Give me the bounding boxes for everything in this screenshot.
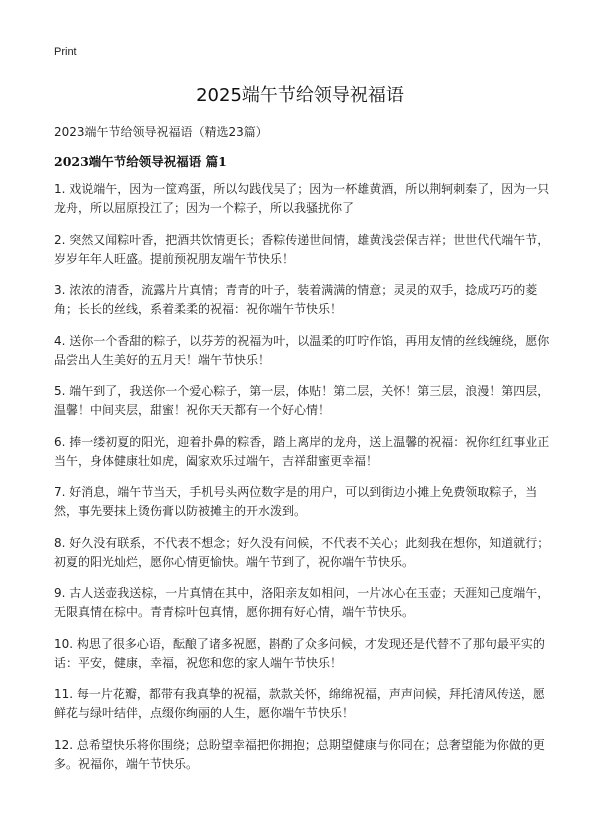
page-title: 2025端午节给领导祝福语 [196, 85, 404, 106]
blessing-item-3: 3. 浓浓的清香，流露片片真情；青青的叶子，装着满满的情意；灵灵的双手，捻成巧巧的菱角；长长的丝线，系着柔柔的祝福：祝你端午节快乐！ [54, 283, 538, 316]
blessing-item-2: 2. 突然又闻粽叶香，把酒共饮情更长；香粽传递世间情，雄黄浅尝保吉祥；世世代代端午节，岁岁年年人旺盛。提前预祝朋友端午节快乐！ [54, 232, 550, 266]
blessing-item-4: 4. 送你一个香甜的粽子，以芬芳的祝福为叶，以温柔的叮咛作馅，再用友情的丝线缠绕，愿你品尝出人生美好的五月天！端午节快乐！ [54, 333, 550, 367]
blessing-item-11: 11. 每一片花瓣，都带有我真挚的祝福，款款关怀，绵绵祝福，声声问候，拜托清风传送，愿鲜花与绿叶结伴，点缀你绚丽的人生，愿你端午节快乐！ [54, 687, 545, 720]
blessing-item-5: 5. 端午到了，我送你一个爱心粽子，第一层，体贴！第二层，关怀！第三层，浪漫！第四层，温馨！中间夹层，甜蜜！祝你天天都有一个好心情！ [54, 384, 550, 417]
blessing-item-9: 9. 古人送壶我送棕，一片真情在其中，洛阳亲友如相问，一片冰心在玉壶；天涯知己度端午，无限真情在棕中。青青棕叶包真情，愿你拥有好心情，端午节快乐。 [54, 586, 550, 619]
document-subtitle: 2023端午节给领导祝福语（精选23篇） [54, 125, 268, 139]
blessing-item-12: 12. 总希望快乐将你围绕；总盼望幸福把你拥抱；总期望健康与你同在；总奢望能为你做的更多。祝福你，端午节快乐。 [54, 737, 545, 771]
blessing-item-6: 6. 捧一缕初夏的阳光，迎着扑鼻的粽香，踏上离岸的龙舟，送上温馨的祝福：祝你红红事业正当午，身体健康壮如虎，阖家欢乐过端午，吉祥甜蜜更幸福！ [54, 434, 550, 468]
blessing-item-8: 8. 好久没有联系，不代表不想念；好久没有问候，不代表不关心；此刻我在想你，知道就行；初夏的阳光灿烂，愿你心情更愉快。端午节到了，祝你端午节快乐。 [54, 535, 550, 569]
blessing-item-10: 10. 构思了很多心语，酝酿了诸多祝愿，斟酌了众多问候，才发现还是代替不了那句最平实的话：平安，健康，幸福，祝您和您的家人端午节快乐！ [54, 636, 545, 670]
blessing-item-1: 1. 戏说端午，因为一筐鸡蛋，所以勾践伐吴了；因为一杯雄黄酒，所以荆轲刺秦了，因为一只龙舟，所以屈原投江了；因为一个粽子，所以我骚扰你了 [54, 182, 550, 215]
section-heading: 2023端午节给领导祝福语 篇1 [54, 154, 227, 169]
blessing-list [54, 180, 554, 786]
blessing-item-7: 7. 好消息，端午节当天，手机号头两位数字是的用户，可以到街边小摊上免费领取粽子，当然，事先要抹上烫伤膏以防被摊主的开水泼到。 [54, 485, 538, 518]
print-link[interactable]: Print [54, 46, 77, 58]
